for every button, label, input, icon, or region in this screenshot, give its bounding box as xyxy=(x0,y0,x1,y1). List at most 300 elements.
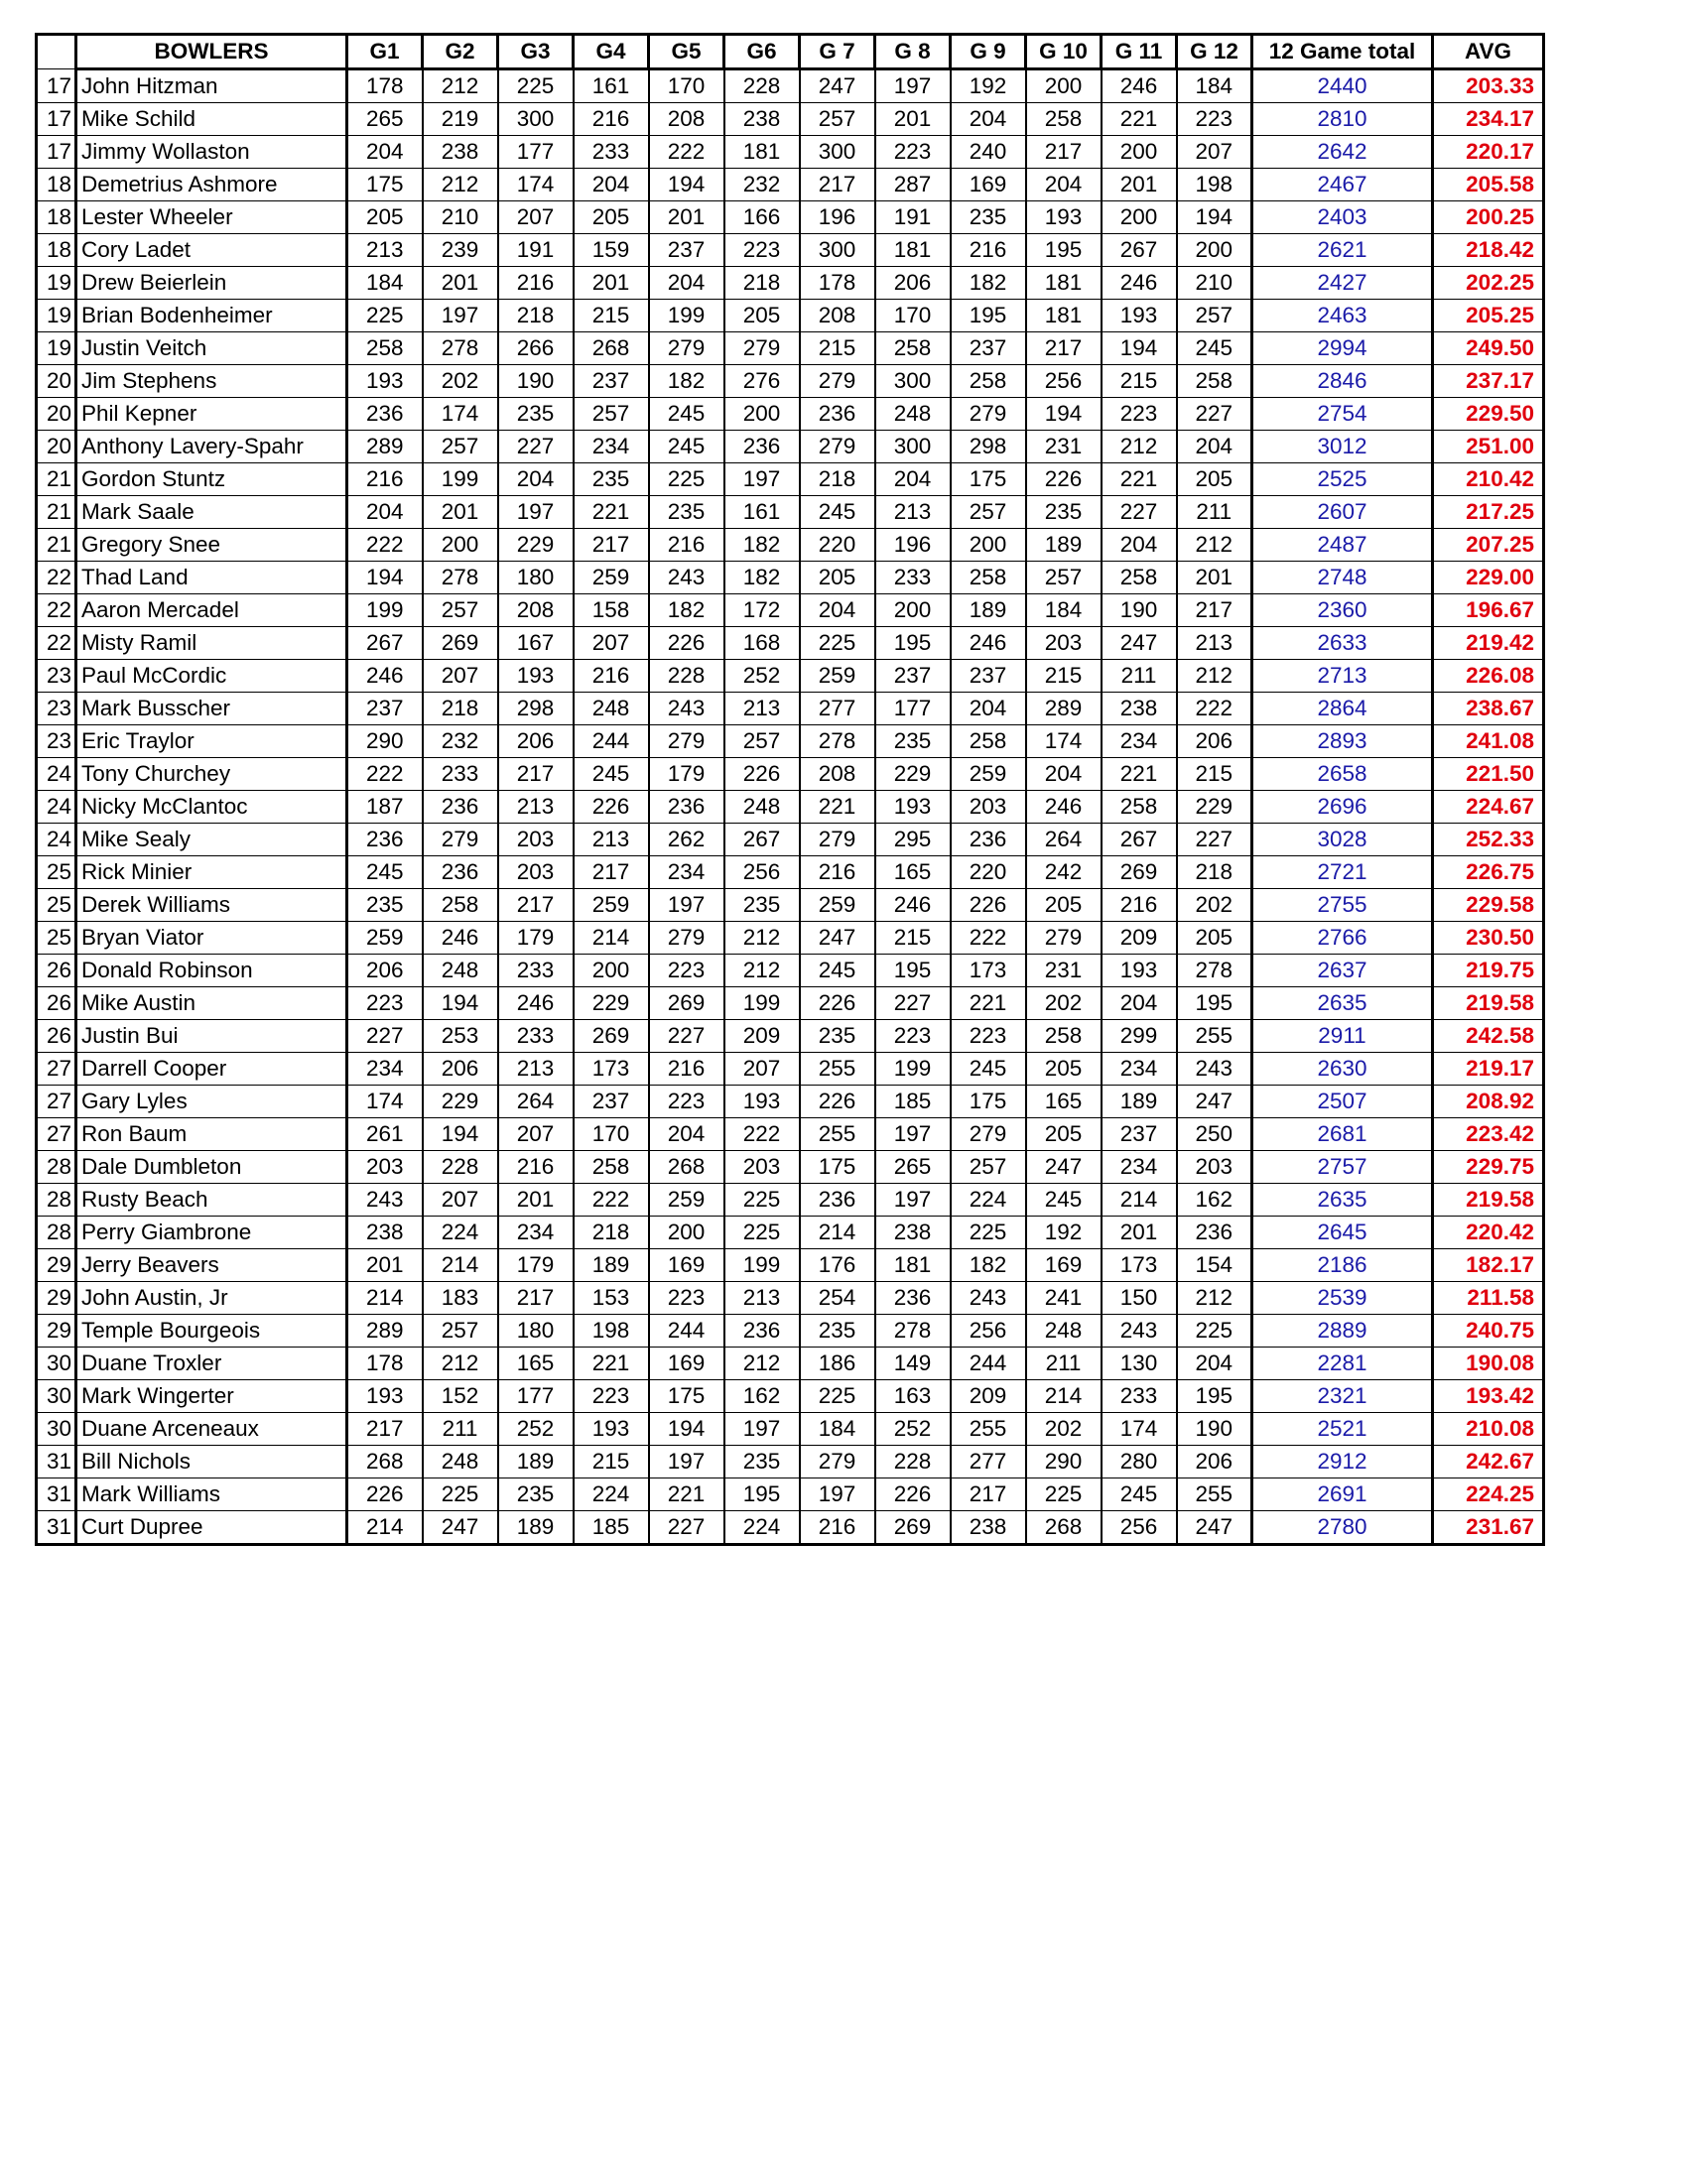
game-8-score-cell: 252 xyxy=(875,1413,951,1446)
avg-cell: 224.67 xyxy=(1433,791,1544,824)
game-12-score-cell: 250 xyxy=(1177,1118,1252,1151)
bowler-name-cell: Drew Beierlein xyxy=(76,267,347,300)
game-12-score-cell: 190 xyxy=(1177,1413,1252,1446)
game-11-score-cell: 233 xyxy=(1102,1380,1177,1413)
game-7-score-cell: 208 xyxy=(800,758,875,791)
avg-cell: 238.67 xyxy=(1433,693,1544,725)
table-row xyxy=(37,365,1544,398)
game-9-score-cell: 221 xyxy=(951,987,1026,1020)
game-9-score-cell: 222 xyxy=(951,922,1026,955)
game-4-score-cell: 201 xyxy=(574,267,649,300)
table-row xyxy=(37,889,1544,922)
total-cell: 2630 xyxy=(1252,1053,1433,1086)
total-cell: 2360 xyxy=(1252,594,1433,627)
game-6-score-cell: 235 xyxy=(724,889,800,922)
game-11-score-cell: 173 xyxy=(1102,1249,1177,1282)
game-2-score-cell: 201 xyxy=(423,267,498,300)
total-cell: 2186 xyxy=(1252,1249,1433,1282)
game-11-score-cell: 256 xyxy=(1102,1511,1177,1545)
game-4-score-cell: 229 xyxy=(574,987,649,1020)
avg-cell: 219.75 xyxy=(1433,955,1544,987)
game-3-score-cell: 252 xyxy=(498,1413,574,1446)
avg-cell: 220.42 xyxy=(1433,1217,1544,1249)
rank-cell: 28 xyxy=(37,1184,76,1217)
game-11-score-cell: 245 xyxy=(1102,1478,1177,1511)
game-9-score-cell: 236 xyxy=(951,824,1026,856)
game-10-score-cell: 194 xyxy=(1026,398,1102,431)
total-cell: 2403 xyxy=(1252,201,1433,234)
bowler-name-cell: John Hitzman xyxy=(76,69,347,103)
game-10-score-cell: 169 xyxy=(1026,1249,1102,1282)
game-11-score-cell: 200 xyxy=(1102,136,1177,169)
game-12-score-cell: 218 xyxy=(1177,856,1252,889)
game-12-score-cell: 227 xyxy=(1177,824,1252,856)
avg-cell: 252.33 xyxy=(1433,824,1544,856)
game-8-score-cell: 265 xyxy=(875,1151,951,1184)
total-cell: 2525 xyxy=(1252,463,1433,496)
game-7-score-cell: 225 xyxy=(800,1380,875,1413)
game-11-score-cell: 269 xyxy=(1102,856,1177,889)
avg-cell: 217.25 xyxy=(1433,496,1544,529)
bowler-name-cell: Misty Ramil xyxy=(76,627,347,660)
game-3-score-cell: 204 xyxy=(498,463,574,496)
game-11-score-cell: 204 xyxy=(1102,529,1177,562)
game-7-score-cell: 279 xyxy=(800,824,875,856)
game-5-score-cell: 243 xyxy=(649,562,724,594)
game-7-score-cell: 279 xyxy=(800,365,875,398)
table-row xyxy=(37,1151,1544,1184)
game-4-score-cell: 173 xyxy=(574,1053,649,1086)
game-2-score-cell: 248 xyxy=(423,955,498,987)
game-8-score-cell: 236 xyxy=(875,1282,951,1315)
game-12-score-cell: 195 xyxy=(1177,1380,1252,1413)
game-7-score-cell: 205 xyxy=(800,562,875,594)
avg-cell: 242.67 xyxy=(1433,1446,1544,1478)
game-11-score-cell: 246 xyxy=(1102,69,1177,103)
total-cell: 2635 xyxy=(1252,987,1433,1020)
game-4-score-cell: 217 xyxy=(574,856,649,889)
game-4-score-cell: 159 xyxy=(574,234,649,267)
game-4-score-cell: 215 xyxy=(574,300,649,332)
rank-cell: 22 xyxy=(37,627,76,660)
game-4-score-cell: 268 xyxy=(574,332,649,365)
game-12-score-cell: 212 xyxy=(1177,529,1252,562)
game-9-score-cell: 258 xyxy=(951,562,1026,594)
game-1-header: G1 xyxy=(347,35,423,69)
game-5-score-cell: 223 xyxy=(649,1282,724,1315)
rank-cell: 27 xyxy=(37,1118,76,1151)
game-2-score-cell: 257 xyxy=(423,431,498,463)
game-10-score-cell: 268 xyxy=(1026,1511,1102,1545)
game-11-score-cell: 221 xyxy=(1102,758,1177,791)
total-cell: 3012 xyxy=(1252,431,1433,463)
game-3-score-cell: 201 xyxy=(498,1184,574,1217)
game-6-score-cell: 199 xyxy=(724,987,800,1020)
total-cell: 2780 xyxy=(1252,1511,1433,1545)
game-2-score-cell: 257 xyxy=(423,1315,498,1348)
game-1-score-cell: 222 xyxy=(347,529,423,562)
bowler-name-cell: Gregory Snee xyxy=(76,529,347,562)
game-1-score-cell: 243 xyxy=(347,1184,423,1217)
game-4-score-cell: 217 xyxy=(574,529,649,562)
table-row xyxy=(37,824,1544,856)
game-4-score-cell: 269 xyxy=(574,1020,649,1053)
game-9-score-cell: 257 xyxy=(951,496,1026,529)
game-11-score-cell: 130 xyxy=(1102,1348,1177,1380)
game-5-score-cell: 279 xyxy=(649,725,724,758)
game-1-score-cell: 174 xyxy=(347,1086,423,1118)
game-11-score-cell: 194 xyxy=(1102,332,1177,365)
game-5-score-cell: 201 xyxy=(649,201,724,234)
game-1-score-cell: 261 xyxy=(347,1118,423,1151)
total-cell: 2755 xyxy=(1252,889,1433,922)
game-6-score-cell: 166 xyxy=(724,201,800,234)
game-3-score-cell: 218 xyxy=(498,300,574,332)
game-11-score-cell: 200 xyxy=(1102,201,1177,234)
rank-cell: 21 xyxy=(37,529,76,562)
game-9-score-cell: 237 xyxy=(951,332,1026,365)
game-6-score-cell: 207 xyxy=(724,1053,800,1086)
game-9-score-cell: 240 xyxy=(951,136,1026,169)
table-row xyxy=(37,1315,1544,1348)
game-3-score-cell: 300 xyxy=(498,103,574,136)
bowler-name-cell: Justin Bui xyxy=(76,1020,347,1053)
game-1-score-cell: 259 xyxy=(347,922,423,955)
game-6-score-cell: 182 xyxy=(724,529,800,562)
game-12-score-cell: 222 xyxy=(1177,693,1252,725)
total-cell: 2696 xyxy=(1252,791,1433,824)
game-9-score-cell: 192 xyxy=(951,69,1026,103)
game-8-score-cell: 185 xyxy=(875,1086,951,1118)
game-3-score-cell: 213 xyxy=(498,1053,574,1086)
game-3-score-cell: 206 xyxy=(498,725,574,758)
game-8-score-cell: 258 xyxy=(875,332,951,365)
game-1-score-cell: 246 xyxy=(347,660,423,693)
total-cell: 2521 xyxy=(1252,1413,1433,1446)
game-9-score-cell: 209 xyxy=(951,1380,1026,1413)
game-10-header: G 10 xyxy=(1026,35,1102,69)
avg-cell: 219.42 xyxy=(1433,627,1544,660)
total-cell: 2607 xyxy=(1252,496,1433,529)
game-10-score-cell: 264 xyxy=(1026,824,1102,856)
game-5-score-cell: 200 xyxy=(649,1217,724,1249)
game-12-score-cell: 258 xyxy=(1177,365,1252,398)
game-6-score-cell: 213 xyxy=(724,1282,800,1315)
game-12-score-cell: 215 xyxy=(1177,758,1252,791)
avg-cell: 190.08 xyxy=(1433,1348,1544,1380)
game-4-score-cell: 185 xyxy=(574,1511,649,1545)
game-8-score-cell: 177 xyxy=(875,693,951,725)
avg-cell: 242.58 xyxy=(1433,1020,1544,1053)
game-2-score-cell: 239 xyxy=(423,234,498,267)
rank-cell: 25 xyxy=(37,856,76,889)
game-1-score-cell: 204 xyxy=(347,136,423,169)
game-9-score-cell: 175 xyxy=(951,463,1026,496)
game-7-score-cell: 277 xyxy=(800,693,875,725)
bowler-name-cell: Duane Arceneaux xyxy=(76,1413,347,1446)
game-3-header: G3 xyxy=(498,35,574,69)
game-7-score-cell: 220 xyxy=(800,529,875,562)
rank-cell: 31 xyxy=(37,1511,76,1545)
game-7-score-cell: 197 xyxy=(800,1478,875,1511)
game-11-score-cell: 212 xyxy=(1102,431,1177,463)
game-5-score-cell: 204 xyxy=(649,267,724,300)
game-7-score-cell: 178 xyxy=(800,267,875,300)
table-row xyxy=(37,1086,1544,1118)
total-cell: 2658 xyxy=(1252,758,1433,791)
total-header: 12 Game total xyxy=(1252,35,1433,69)
bowlers-header: BOWLERS xyxy=(76,35,347,69)
total-cell: 2637 xyxy=(1252,955,1433,987)
game-3-score-cell: 190 xyxy=(498,365,574,398)
total-cell: 2846 xyxy=(1252,365,1433,398)
game-6-score-cell: 252 xyxy=(724,660,800,693)
game-10-score-cell: 217 xyxy=(1026,136,1102,169)
game-12-score-cell: 204 xyxy=(1177,1348,1252,1380)
game-10-score-cell: 248 xyxy=(1026,1315,1102,1348)
total-cell: 2463 xyxy=(1252,300,1433,332)
game-6-score-cell: 197 xyxy=(724,1413,800,1446)
game-11-score-cell: 258 xyxy=(1102,791,1177,824)
game-8-score-cell: 195 xyxy=(875,955,951,987)
game-6-score-cell: 225 xyxy=(724,1217,800,1249)
rank-cell: 24 xyxy=(37,824,76,856)
game-5-score-cell: 179 xyxy=(649,758,724,791)
game-11-score-cell: 150 xyxy=(1102,1282,1177,1315)
total-cell: 2645 xyxy=(1252,1217,1433,1249)
game-5-score-cell: 279 xyxy=(649,922,724,955)
game-6-score-cell: 168 xyxy=(724,627,800,660)
game-9-score-cell: 244 xyxy=(951,1348,1026,1380)
game-9-score-cell: 246 xyxy=(951,627,1026,660)
game-4-score-cell: 215 xyxy=(574,1446,649,1478)
game-4-score-cell: 213 xyxy=(574,824,649,856)
avg-cell: 229.00 xyxy=(1433,562,1544,594)
total-cell: 2912 xyxy=(1252,1446,1433,1478)
game-3-score-cell: 213 xyxy=(498,791,574,824)
game-1-score-cell: 227 xyxy=(347,1020,423,1053)
rank-cell: 27 xyxy=(37,1053,76,1086)
game-7-score-cell: 257 xyxy=(800,103,875,136)
avg-cell: 230.50 xyxy=(1433,922,1544,955)
avg-cell: 205.58 xyxy=(1433,169,1544,201)
rank-cell: 19 xyxy=(37,267,76,300)
table-row xyxy=(37,1118,1544,1151)
game-2-score-cell: 212 xyxy=(423,69,498,103)
total-cell: 2994 xyxy=(1252,332,1433,365)
game-9-score-cell: 175 xyxy=(951,1086,1026,1118)
rank-cell: 19 xyxy=(37,332,76,365)
game-11-score-cell: 267 xyxy=(1102,234,1177,267)
game-1-score-cell: 193 xyxy=(347,365,423,398)
game-12-score-cell: 204 xyxy=(1177,431,1252,463)
total-cell: 2721 xyxy=(1252,856,1433,889)
game-3-score-cell: 298 xyxy=(498,693,574,725)
total-cell: 2691 xyxy=(1252,1478,1433,1511)
game-5-score-cell: 237 xyxy=(649,234,724,267)
game-1-score-cell: 184 xyxy=(347,267,423,300)
game-4-score-cell: 214 xyxy=(574,922,649,955)
game-8-score-cell: 227 xyxy=(875,987,951,1020)
game-8-score-cell: 229 xyxy=(875,758,951,791)
game-12-score-cell: 206 xyxy=(1177,1446,1252,1478)
rank-cell: 24 xyxy=(37,758,76,791)
rank-cell: 27 xyxy=(37,1086,76,1118)
game-3-score-cell: 189 xyxy=(498,1446,574,1478)
avg-cell: 224.25 xyxy=(1433,1478,1544,1511)
game-10-score-cell: 289 xyxy=(1026,693,1102,725)
game-11-score-cell: 246 xyxy=(1102,267,1177,300)
table-row xyxy=(37,201,1544,234)
game-5-score-cell: 236 xyxy=(649,791,724,824)
game-9-score-cell: 235 xyxy=(951,201,1026,234)
game-7-score-cell: 259 xyxy=(800,660,875,693)
game-12-score-cell: 184 xyxy=(1177,69,1252,103)
game-3-score-cell: 225 xyxy=(498,69,574,103)
game-2-score-cell: 236 xyxy=(423,856,498,889)
game-5-score-cell: 243 xyxy=(649,693,724,725)
table-row xyxy=(37,234,1544,267)
game-12-score-cell: 212 xyxy=(1177,1282,1252,1315)
game-9-score-cell: 189 xyxy=(951,594,1026,627)
game-5-score-cell: 221 xyxy=(649,1478,724,1511)
bowler-name-cell: Mike Schild xyxy=(76,103,347,136)
game-12-score-cell: 278 xyxy=(1177,955,1252,987)
game-6-score-cell: 181 xyxy=(724,136,800,169)
game-3-score-cell: 235 xyxy=(498,1478,574,1511)
game-12-score-cell: 195 xyxy=(1177,987,1252,1020)
game-6-score-cell: 228 xyxy=(724,69,800,103)
game-6-header: G6 xyxy=(724,35,800,69)
total-cell: 2642 xyxy=(1252,136,1433,169)
table-row xyxy=(37,1217,1544,1249)
game-10-score-cell: 290 xyxy=(1026,1446,1102,1478)
game-6-score-cell: 200 xyxy=(724,398,800,431)
game-10-score-cell: 235 xyxy=(1026,496,1102,529)
game-9-score-cell: 237 xyxy=(951,660,1026,693)
game-11-score-cell: 227 xyxy=(1102,496,1177,529)
game-5-score-cell: 259 xyxy=(649,1184,724,1217)
bowler-name-cell: Rick Minier xyxy=(76,856,347,889)
bowler-name-cell: Curt Dupree xyxy=(76,1511,347,1545)
game-7-score-cell: 255 xyxy=(800,1053,875,1086)
game-11-score-cell: 209 xyxy=(1102,922,1177,955)
game-2-score-cell: 269 xyxy=(423,627,498,660)
game-3-score-cell: 216 xyxy=(498,1151,574,1184)
game-3-score-cell: 207 xyxy=(498,201,574,234)
game-11-score-cell: 234 xyxy=(1102,725,1177,758)
game-6-score-cell: 199 xyxy=(724,1249,800,1282)
bowler-name-cell: Bryan Viator xyxy=(76,922,347,955)
game-12-score-cell: 229 xyxy=(1177,791,1252,824)
game-10-score-cell: 195 xyxy=(1026,234,1102,267)
game-2-score-cell: 197 xyxy=(423,300,498,332)
game-2-score-cell: 248 xyxy=(423,1446,498,1478)
game-9-score-cell: 277 xyxy=(951,1446,1026,1478)
total-cell: 2766 xyxy=(1252,922,1433,955)
bowler-name-cell: Demetrius Ashmore xyxy=(76,169,347,201)
game-10-score-cell: 165 xyxy=(1026,1086,1102,1118)
game-9-score-cell: 259 xyxy=(951,758,1026,791)
rank-cell: 29 xyxy=(37,1315,76,1348)
game-4-score-cell: 170 xyxy=(574,1118,649,1151)
game-5-score-cell: 216 xyxy=(649,1053,724,1086)
bowler-name-cell: Eric Traylor xyxy=(76,725,347,758)
game-1-score-cell: 178 xyxy=(347,69,423,103)
game-4-score-cell: 189 xyxy=(574,1249,649,1282)
game-6-score-cell: 225 xyxy=(724,1184,800,1217)
bowler-name-cell: Brian Bodenheimer xyxy=(76,300,347,332)
game-10-score-cell: 257 xyxy=(1026,562,1102,594)
game-6-score-cell: 212 xyxy=(724,922,800,955)
avg-cell: 237.17 xyxy=(1433,365,1544,398)
game-2-score-cell: 236 xyxy=(423,791,498,824)
game-4-score-cell: 221 xyxy=(574,496,649,529)
avg-cell: 241.08 xyxy=(1433,725,1544,758)
game-9-score-cell: 255 xyxy=(951,1413,1026,1446)
game-3-score-cell: 234 xyxy=(498,1217,574,1249)
game-12-score-cell: 247 xyxy=(1177,1086,1252,1118)
bowler-name-cell: Derek Williams xyxy=(76,889,347,922)
game-12-score-cell: 245 xyxy=(1177,332,1252,365)
game-8-score-cell: 300 xyxy=(875,431,951,463)
total-cell: 2467 xyxy=(1252,169,1433,201)
game-1-score-cell: 199 xyxy=(347,594,423,627)
table-row xyxy=(37,1184,1544,1217)
game-1-score-cell: 236 xyxy=(347,824,423,856)
game-3-score-cell: 174 xyxy=(498,169,574,201)
game-11-score-cell: 243 xyxy=(1102,1315,1177,1348)
game-1-score-cell: 225 xyxy=(347,300,423,332)
game-8-score-cell: 200 xyxy=(875,594,951,627)
game-1-score-cell: 223 xyxy=(347,987,423,1020)
avg-cell: 218.42 xyxy=(1433,234,1544,267)
rank-cell: 17 xyxy=(37,103,76,136)
game-6-score-cell: 276 xyxy=(724,365,800,398)
game-8-score-cell: 278 xyxy=(875,1315,951,1348)
game-5-score-cell: 169 xyxy=(649,1249,724,1282)
game-11-score-cell: 193 xyxy=(1102,300,1177,332)
table-row xyxy=(37,267,1544,300)
game-7-score-cell: 300 xyxy=(800,136,875,169)
game-7-score-cell: 186 xyxy=(800,1348,875,1380)
game-9-score-cell: 204 xyxy=(951,693,1026,725)
game-11-score-cell: 234 xyxy=(1102,1151,1177,1184)
game-4-score-cell: 221 xyxy=(574,1348,649,1380)
game-1-score-cell: 214 xyxy=(347,1282,423,1315)
game-4-score-cell: 224 xyxy=(574,1478,649,1511)
table-row xyxy=(37,562,1544,594)
table-row xyxy=(37,1020,1544,1053)
rank-cell: 26 xyxy=(37,1020,76,1053)
total-cell: 2754 xyxy=(1252,398,1433,431)
bowler-name-cell: Temple Bourgeois xyxy=(76,1315,347,1348)
game-4-score-cell: 216 xyxy=(574,103,649,136)
game-10-score-cell: 215 xyxy=(1026,660,1102,693)
game-9-score-cell: 223 xyxy=(951,1020,1026,1053)
game-6-score-cell: 238 xyxy=(724,103,800,136)
game-9-score-cell: 225 xyxy=(951,1217,1026,1249)
game-1-score-cell: 245 xyxy=(347,856,423,889)
game-2-score-cell: 214 xyxy=(423,1249,498,1282)
game-5-score-cell: 182 xyxy=(649,365,724,398)
game-5-score-cell: 262 xyxy=(649,824,724,856)
game-2-score-cell: 258 xyxy=(423,889,498,922)
game-1-score-cell: 214 xyxy=(347,1511,423,1545)
game-12-score-cell: 217 xyxy=(1177,594,1252,627)
game-4-score-cell: 244 xyxy=(574,725,649,758)
rank-cell: 31 xyxy=(37,1478,76,1511)
